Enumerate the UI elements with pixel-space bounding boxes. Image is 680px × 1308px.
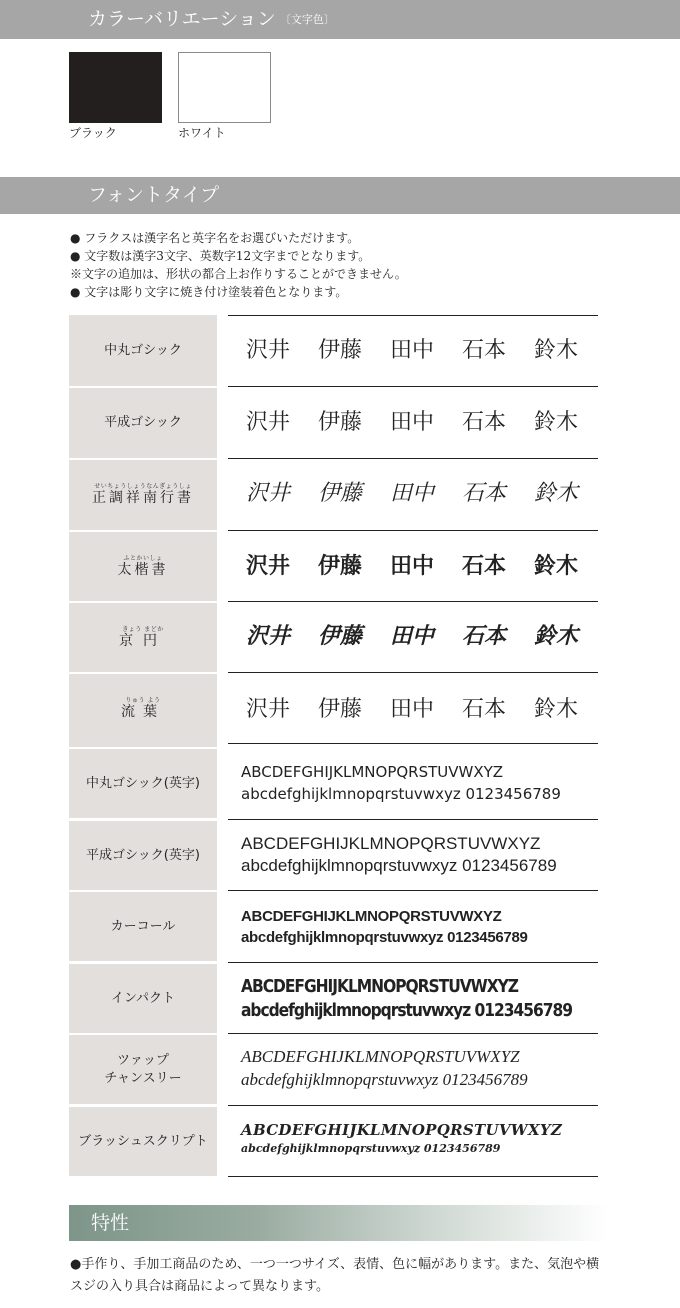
english-sample-lower: abcdefghijklmnopqrstuvwxyz 0123456789: [241, 1000, 572, 1021]
kanji-sample-row-1: [228, 316, 598, 386]
feature-description: ●手作り、手加工商品のため、一つ一つサイズ、表情、色に幅があります。また、気泡や横スジの入り具合は商品によって異なります。: [70, 1257, 600, 1294]
kanji-sample-row-5: [228, 602, 598, 672]
font-label-text: 太楷書: [117, 561, 169, 578]
kanji-sample-name: 沢井: [245, 338, 290, 363]
kanji-sample-name: 伊藤: [317, 624, 362, 649]
font-label-text: ツァップ: [117, 1052, 169, 1068]
english-sample-3: [241, 906, 528, 948]
row-divider: [228, 1033, 598, 1034]
color-variation-subtitle: 〔文字色〕: [279, 13, 335, 26]
font-label-two-line: [104, 1052, 181, 1088]
feature-title: 特性: [91, 1212, 130, 1234]
swatch-black-label: ブラック: [69, 126, 117, 140]
font-label-ruby: せいちょうしょうなんぎょうしょ: [94, 483, 192, 490]
font-label-ryu-yo: [69, 674, 217, 744]
kanji-sample-name: 伊藤: [317, 481, 362, 506]
kanji-sample-name: 伊藤: [317, 553, 362, 579]
english-sample-upper: ABCDEFGHIJKLMNOPQRSTUVWXYZ: [241, 908, 502, 925]
font-label-charcoal: [69, 892, 217, 961]
kanji-sample-row-2: [228, 387, 598, 457]
font-label-naka-maru-gothic-en: [69, 749, 217, 818]
font-label-ruby-group: [121, 697, 165, 721]
font-label-heisei-gothic: [69, 388, 217, 458]
font-type-header: [0, 177, 680, 214]
font-label-futo-kaisho: [69, 532, 217, 601]
kanji-sample-name: 田中: [389, 338, 434, 363]
kanji-sample-row-6: [228, 674, 598, 744]
font-label-kyo-madoka: [69, 603, 217, 672]
kanji-sample-name: 鈴木: [533, 553, 578, 579]
english-sample-upper: ABCDEFGHIJKLMNOPQRSTUVWXYZ: [241, 976, 519, 997]
kanji-sample-name: 田中: [389, 696, 434, 721]
font-label-brush-script: [69, 1107, 217, 1176]
kanji-sample-name: 鈴木: [533, 624, 578, 649]
kanji-sample-name: 石本: [461, 481, 506, 506]
row-divider: [228, 819, 598, 820]
color-variation-header: [0, 0, 680, 39]
font-note: ● 文字数は漢字3文字、英数字12文字までとなります。: [70, 249, 371, 263]
font-label-text: カーコール: [110, 918, 176, 934]
font-note: ● フラクスは漢字名と英字名をお選びいただけます。: [70, 231, 360, 245]
kanji-sample-name: 石本: [461, 696, 506, 721]
table-gap-strip: [69, 744, 217, 747]
english-sample-lower: abcdefghijklmnopqrstuvwxyz 0123456789: [241, 785, 561, 803]
font-label-ruby-group: [119, 626, 167, 650]
kanji-sample-name: 沢井: [245, 624, 290, 649]
font-label-text: 流葉: [121, 704, 165, 720]
font-notes: [70, 229, 407, 301]
english-sample-5: [241, 1045, 528, 1091]
kanji-sample-name: 田中: [389, 553, 434, 579]
font-label-text: チャンスリー: [104, 1070, 182, 1086]
font-label-ruby-group: [92, 483, 194, 507]
english-sample-6: [241, 1119, 562, 1157]
kanji-sample-name: 鈴木: [533, 338, 578, 363]
row-divider: [228, 1105, 598, 1106]
english-sample-upper: ABCDEFGHIJKLMNOPQRSTUVWXYZ: [241, 834, 541, 853]
kanji-sample-name: 石本: [461, 409, 506, 434]
kanji-sample-row-3: [228, 459, 598, 529]
feature-header: [69, 1205, 609, 1241]
font-label-text: インパクト: [110, 990, 176, 1006]
row-divider: [228, 743, 598, 744]
english-sample-2: [241, 833, 557, 877]
color-variation-title: カラーバリエーション: [88, 8, 276, 30]
font-note: ※文字の追加は、形状の都合上お作りすることができません。: [70, 267, 407, 281]
english-sample-upper: ABCDEFGHIJKLMNOPQRSTUVWXYZ: [241, 1047, 520, 1066]
english-sample-upper: ABCDEFGHIJKLMNOPQRSTUVWXYZ: [241, 1121, 563, 1139]
kanji-sample-name: 石本: [461, 338, 506, 363]
font-label-impact: [69, 964, 217, 1033]
font-label-naka-maru-gothic: [69, 315, 217, 386]
kanji-sample-name: 沢井: [245, 481, 290, 506]
swatch-white-label: ホワイト: [178, 126, 226, 140]
font-label-ruby-group: [118, 555, 169, 579]
kanji-sample-name: 田中: [389, 481, 434, 506]
font-label-text: 平成ゴシック(英字): [86, 847, 200, 863]
english-sample-1: [241, 761, 561, 805]
row-divider: [228, 1176, 598, 1177]
english-sample-lower: abcdefghijklmnopqrstuvwxyz 0123456789: [241, 1070, 528, 1089]
english-sample-4: [241, 975, 572, 1023]
font-note: ● 文字は彫り文字に焼き付け塗装着色となります。: [70, 285, 348, 299]
row-divider: [228, 890, 598, 891]
kanji-sample-name: 沢井: [245, 696, 290, 721]
kanji-sample-name: 石本: [461, 553, 506, 579]
english-sample-upper: ABCDEFGHIJKLMNOPQRSTUVWXYZ: [241, 763, 504, 781]
font-label-text: 正調祥南行書: [92, 490, 194, 506]
english-sample-lower: abcdefghijklmnopqrstuvwxyz 0123456789: [241, 929, 528, 946]
font-label-ruby: ふとかいしょ: [123, 554, 163, 562]
kanji-sample-name: 田中: [389, 409, 434, 434]
font-label-text: 平成ゴシック: [104, 415, 182, 430]
kanji-sample-name: 沢井: [245, 409, 290, 434]
row-divider: [228, 672, 598, 673]
font-label-zapf-chancery: [69, 1035, 217, 1104]
row-divider: [228, 962, 598, 963]
kanji-sample-name: 鈴木: [533, 409, 578, 434]
font-label-seicho-shonan-gyosho: [69, 460, 217, 530]
kanji-sample-name: 鈴木: [533, 481, 578, 506]
kanji-sample-name: 石本: [461, 624, 506, 649]
font-label-heisei-gothic-en: [69, 821, 217, 890]
english-sample-lower: abcdefghijklmnopqrstuvwxyz 0123456789: [241, 1142, 501, 1155]
font-label-ruby: きょう まどか: [122, 625, 164, 633]
kanji-sample-name: 伊藤: [317, 696, 362, 721]
font-label-text: 中丸ゴシック: [104, 342, 182, 358]
font-label-ruby: りゅう よう: [125, 697, 161, 704]
kanji-sample-name: 鈴木: [533, 696, 578, 721]
font-label-text: 京円: [119, 632, 167, 649]
kanji-sample-name: 田中: [389, 624, 434, 649]
swatch-white: [178, 52, 271, 123]
kanji-sample-name: 伊藤: [317, 409, 362, 434]
font-type-title: フォントタイプ: [88, 184, 220, 206]
font-label-text: 中丸ゴシック(英字): [86, 775, 200, 791]
kanji-sample-name: 伊藤: [317, 338, 362, 363]
kanji-sample-name: 沢井: [245, 553, 290, 579]
font-label-text: ブラッシュスクリプト: [78, 1133, 208, 1149]
swatch-black: [69, 52, 162, 123]
english-sample-lower: abcdefghijklmnopqrstuvwxyz 0123456789: [241, 856, 557, 875]
kanji-sample-row-4: [228, 531, 598, 601]
